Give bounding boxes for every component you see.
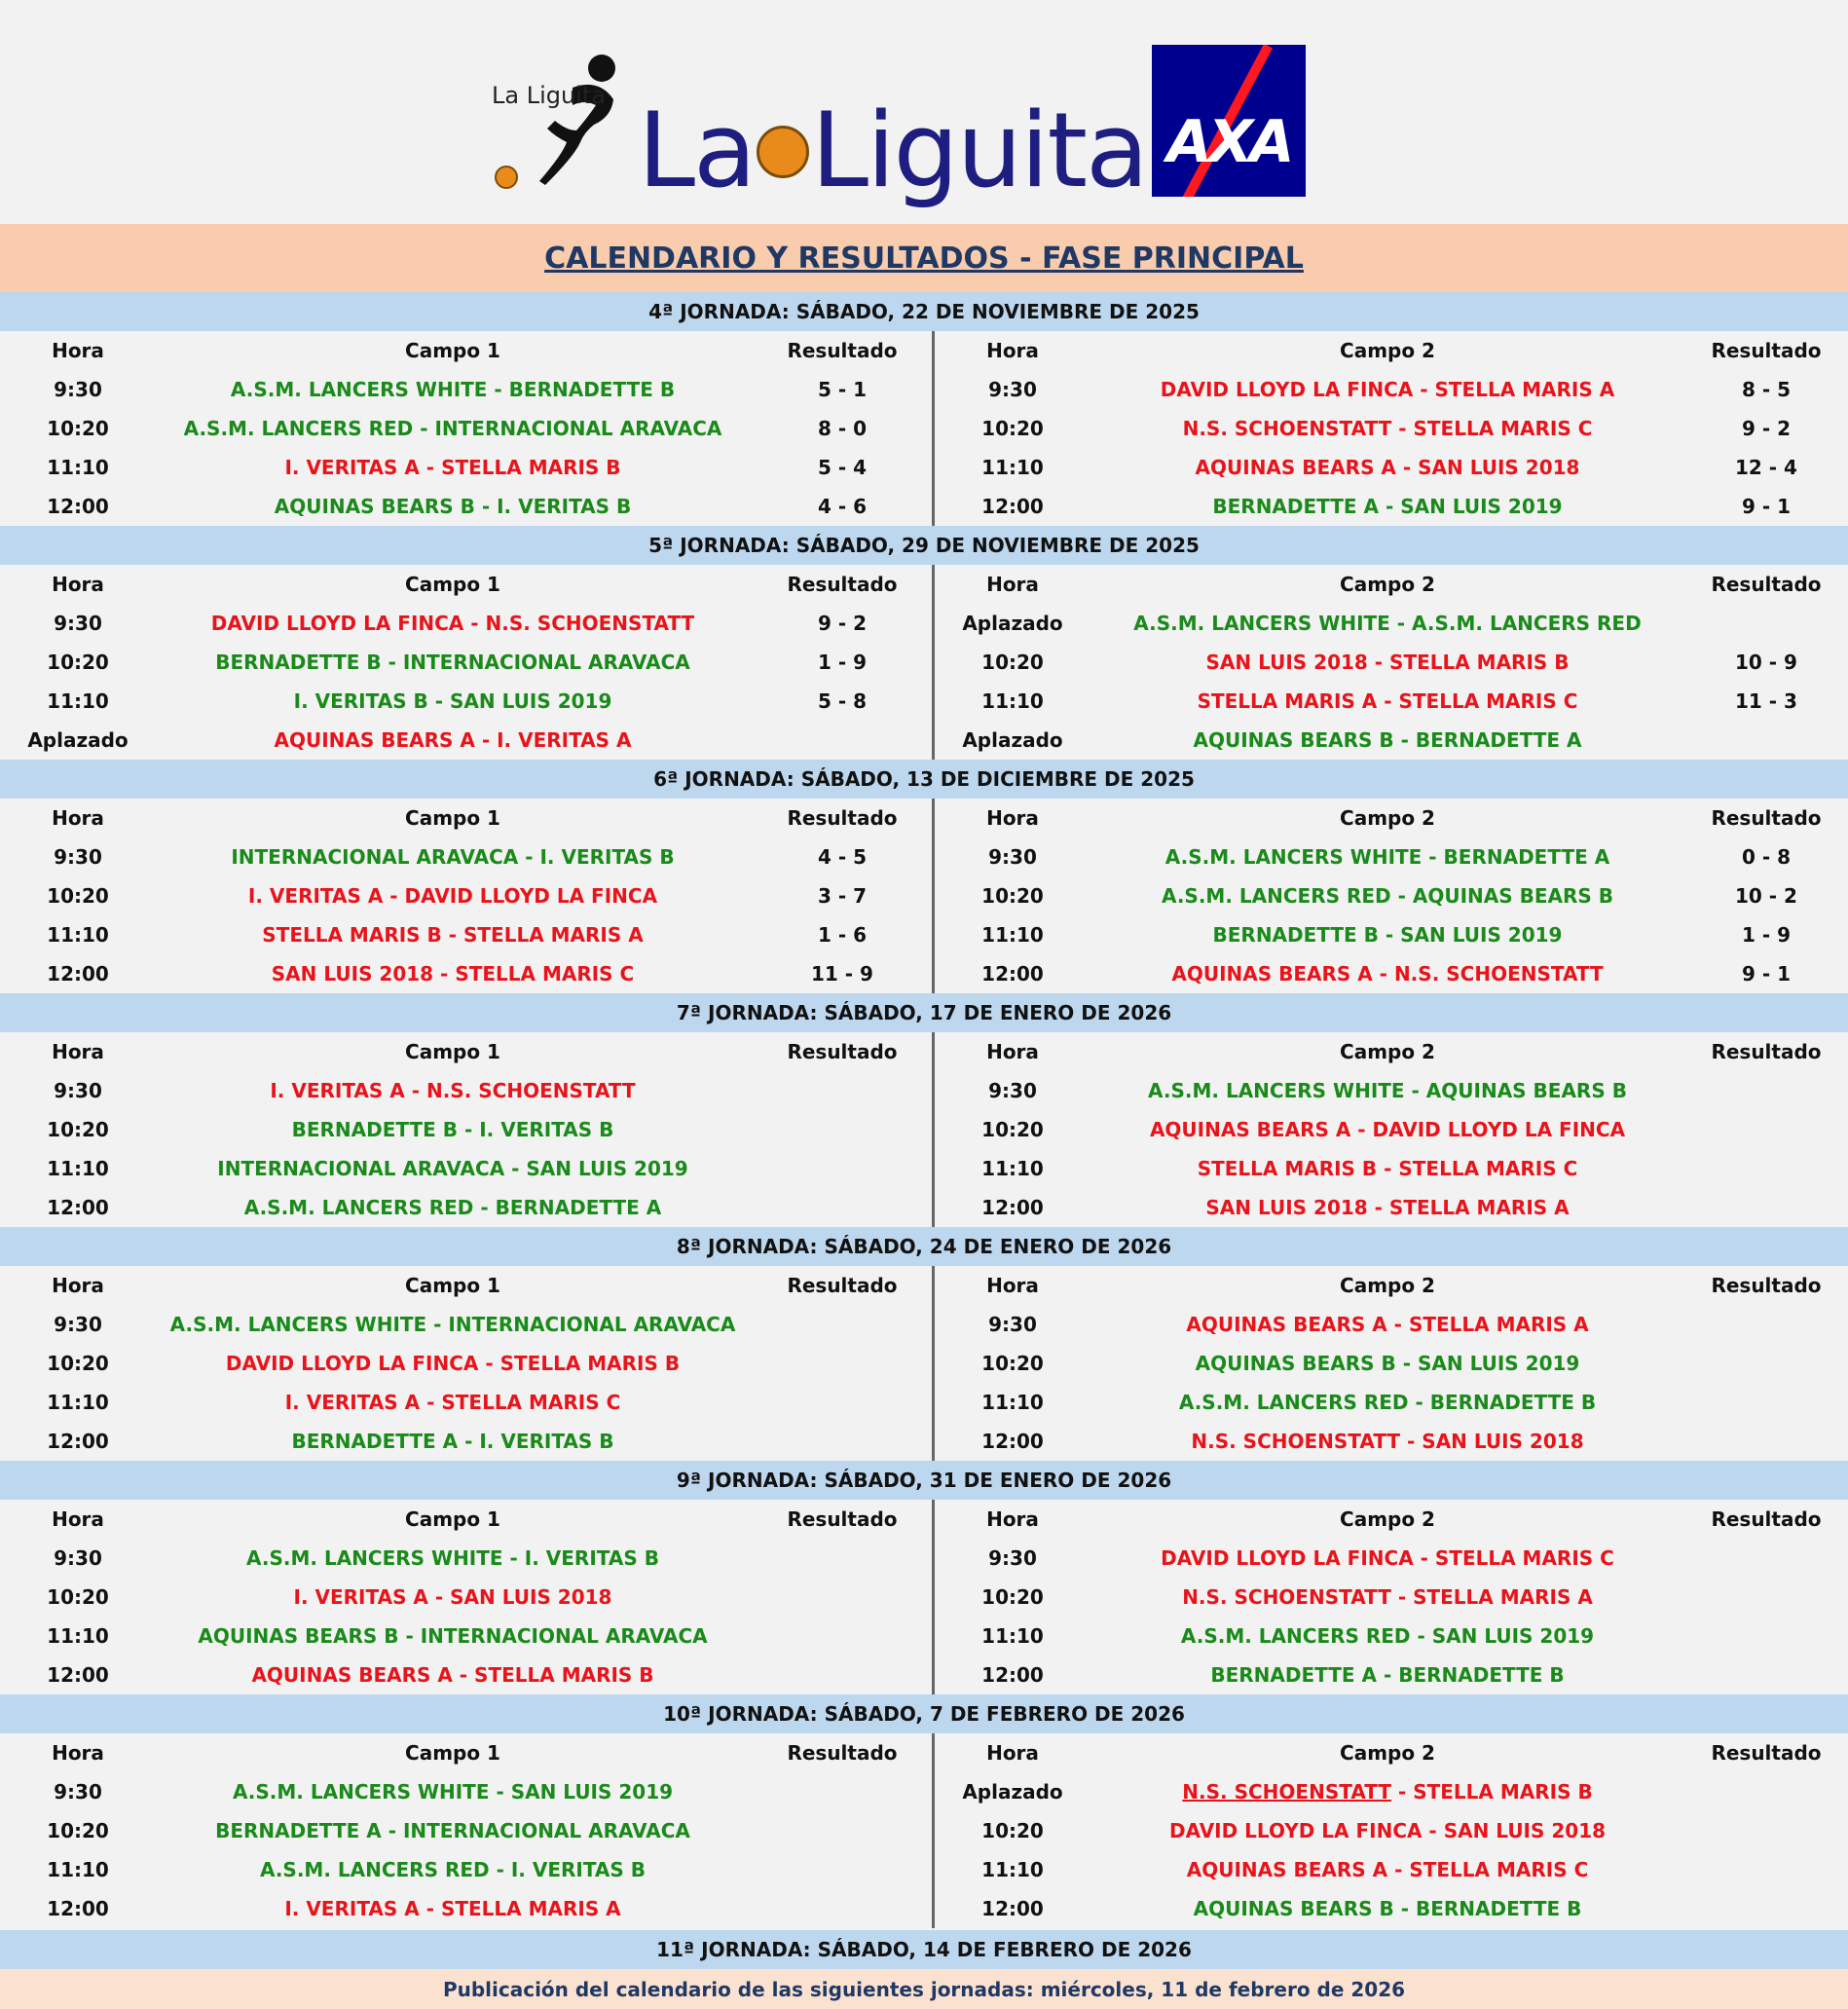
col-campo2: Campo 2 <box>1340 1507 1435 1531</box>
match-time: 11:10 <box>981 1624 1044 1648</box>
col-resultado: Resultado <box>1711 1040 1822 1063</box>
match-row <box>0 876 1848 915</box>
col-resultado: Resultado <box>787 573 898 596</box>
axa-logo <box>1152 45 1306 197</box>
col-resultado: Resultado <box>1711 339 1822 362</box>
match-teams: BERNADETTE A - I. VERITAS B <box>291 1430 614 1453</box>
header <box>0 0 1848 224</box>
match-result: 1 - 9 <box>817 651 868 674</box>
match-result: 9 - 2 <box>817 612 868 635</box>
match-row <box>0 837 1848 876</box>
match-result <box>750 1578 935 1617</box>
col-hora: Hora <box>986 573 1039 596</box>
round-header: 9ª JORNADA: SÁBADO, 31 DE ENERO DE 2026 <box>0 1461 1848 1500</box>
match-teams: A.S.M. LANCERS RED - INTERNACIONAL ARAVACA <box>183 417 722 440</box>
match-time: Aplazado <box>962 612 1063 635</box>
footer-note: Publicación del calendario de las siguientes jornadas: miércoles, 11 de febrero de 2026 <box>0 1969 1848 2009</box>
match-row <box>0 915 1848 954</box>
match-result: 5 - 8 <box>817 689 868 713</box>
match-row <box>0 1422 1848 1461</box>
title-bar <box>0 224 1848 292</box>
col-hora: Hora <box>52 339 104 362</box>
col-campo1: Campo 1 <box>405 806 500 830</box>
match-team-underlined: N.S. SCHOENSTATT <box>1182 1780 1391 1804</box>
match-teams: SAN LUIS 2018 - STELLA MARIS A <box>1205 1196 1570 1219</box>
match-result <box>1684 1539 1848 1578</box>
match-result: 9 - 1 <box>1741 495 1792 518</box>
match-row <box>0 1889 1848 1928</box>
col-resultado: Resultado <box>787 1507 898 1531</box>
match-result <box>750 1305 935 1344</box>
col-campo1: Campo 1 <box>405 573 500 596</box>
page-title: CALENDARIO Y RESULTADOS - FASE PRINCIPAL <box>544 241 1304 276</box>
match-teams: AQUINAS BEARS A - N.S. SCHOENSTATT <box>1171 962 1604 986</box>
match-time: 9:30 <box>54 378 102 401</box>
match-time: 9:30 <box>54 1079 102 1102</box>
match-teams: N.S. SCHOENSTATT - SAN LUIS 2018 <box>1191 1430 1584 1453</box>
match-teams: INTERNACIONAL ARAVACA - I. VERITAS B <box>231 845 675 869</box>
round-header: 7ª JORNADA: SÁBADO, 17 DE ENERO DE 2026 <box>0 993 1848 1032</box>
match-teams: I. VERITAS B - SAN LUIS 2019 <box>293 689 612 713</box>
match-teams: AQUINAS BEARS B - INTERNACIONAL ARAVACA <box>198 1624 708 1648</box>
match-result <box>1684 1772 1848 1811</box>
col-hora: Hora <box>52 573 104 596</box>
match-teams: A.S.M. LANCERS RED - I. VERITAS B <box>259 1858 647 1881</box>
match-teams: DAVID LLOYD LA FINCA - STELLA MARIS C <box>1161 1546 1614 1570</box>
match-teams: BERNADETTE B - INTERNACIONAL ARAVACA <box>215 651 690 674</box>
match-teams: AQUINAS BEARS A - STELLA MARIS B <box>251 1663 654 1687</box>
col-resultado: Resultado <box>787 1741 898 1765</box>
match-teams: STELLA MARIS A - STELLA MARIS C <box>1197 689 1578 713</box>
match-teams: AQUINAS BEARS A - STELLA MARIS C <box>1186 1858 1589 1881</box>
match-time: 12:00 <box>47 495 109 518</box>
match-row <box>0 487 1848 526</box>
match-time: 10:20 <box>47 651 109 674</box>
round-header-11: 11ª JORNADA: SÁBADO, 14 DE FEBRERO DE 2026 <box>0 1930 1848 1969</box>
match-row <box>0 1383 1848 1422</box>
match-time: 11:10 <box>981 689 1044 713</box>
col-hora: Hora <box>52 1507 104 1531</box>
match-time: Aplazado <box>27 728 129 752</box>
match-result <box>1684 1383 1848 1422</box>
match-teams: AQUINAS BEARS B - SAN LUIS 2019 <box>1195 1352 1580 1375</box>
match-result: 1 - 9 <box>1741 923 1792 947</box>
match-teams: BERNADETTE B - SAN LUIS 2019 <box>1212 923 1563 947</box>
brand-left: La <box>638 91 756 210</box>
match-teams: AQUINAS BEARS A - STELLA MARIS A <box>1186 1313 1589 1336</box>
col-resultado: Resultado <box>1711 1507 1822 1531</box>
col-hora: Hora <box>986 1741 1039 1765</box>
brand-right: Liguita <box>811 91 1147 210</box>
match-result: 9 - 1 <box>1741 962 1792 986</box>
match-teams: BERNADETTE A - BERNADETTE B <box>1210 1663 1565 1687</box>
match-result <box>1684 1889 1848 1928</box>
column-header-row <box>0 1266 1848 1305</box>
match-row <box>0 1305 1848 1344</box>
match-teams: SAN LUIS 2018 - STELLA MARIS C <box>271 962 635 986</box>
col-resultado: Resultado <box>787 806 898 830</box>
match-result <box>750 1110 935 1149</box>
match-row <box>0 1811 1848 1850</box>
match-row <box>0 643 1848 682</box>
match-time: 10:20 <box>47 1819 109 1842</box>
match-time: 11:10 <box>47 456 109 479</box>
col-campo2: Campo 2 <box>1340 1274 1435 1297</box>
match-row <box>0 604 1848 643</box>
match-time: 11:10 <box>47 1391 109 1414</box>
match-teams: A.S.M. LANCERS WHITE - A.S.M. LANCERS RED <box>1133 612 1642 635</box>
match-time: 10:20 <box>47 884 109 908</box>
match-time: 9:30 <box>54 1546 102 1570</box>
match-time: 11:10 <box>981 456 1044 479</box>
match-result <box>750 1772 935 1811</box>
match-result <box>750 1149 935 1188</box>
col-campo2: Campo 2 <box>1340 1741 1435 1765</box>
match-result <box>750 1383 935 1422</box>
ball-icon <box>757 126 809 178</box>
col-campo1: Campo 1 <box>405 1741 500 1765</box>
match-time: 11:10 <box>47 1858 109 1881</box>
match-team-rest: - STELLA MARIS B <box>1390 1780 1593 1804</box>
match-teams: DAVID LLOYD LA FINCA - N.S. SCHOENSTATT <box>210 612 695 635</box>
col-resultado: Resultado <box>787 1040 898 1063</box>
match-time: 11:10 <box>47 1157 109 1180</box>
col-campo2: Campo 2 <box>1340 573 1435 596</box>
match-result <box>750 1539 935 1578</box>
match-result: 4 - 6 <box>817 495 868 518</box>
col-hora: Hora <box>986 1274 1039 1297</box>
match-teams: SAN LUIS 2018 - STELLA MARIS B <box>1205 651 1570 674</box>
match-time: 12:00 <box>981 1897 1044 1920</box>
col-campo1: Campo 1 <box>405 1507 500 1531</box>
match-row <box>0 682 1848 721</box>
round-header: 5ª JORNADA: SÁBADO, 29 DE NOVIEMBRE DE 2025 <box>0 526 1848 565</box>
match-teams: A.S.M. LANCERS WHITE - INTERNACIONAL ARAVACA <box>169 1313 736 1336</box>
match-time: 10:20 <box>981 651 1044 674</box>
match-result: 5 - 4 <box>817 456 868 479</box>
match-result <box>1684 1422 1848 1461</box>
match-result <box>750 1850 935 1889</box>
small-logo-text: La Liguita <box>492 82 606 109</box>
match-time: 11:10 <box>47 923 109 947</box>
match-teams: A.S.M. LANCERS WHITE - I. VERITAS B <box>246 1546 659 1570</box>
match-row <box>0 1071 1848 1110</box>
match-time: 10:20 <box>47 1352 109 1375</box>
player-logo-icon <box>487 49 633 195</box>
brand-wordmark <box>638 91 1147 210</box>
match-result: 8 - 5 <box>1741 378 1792 401</box>
col-hora: Hora <box>52 1040 104 1063</box>
col-hora: Hora <box>52 806 104 830</box>
match-teams: STELLA MARIS B - STELLA MARIS C <box>1197 1157 1578 1180</box>
match-teams: I. VERITAS A - STELLA MARIS B <box>284 456 621 479</box>
match-time: 12:00 <box>47 1196 109 1219</box>
match-time: 10:20 <box>981 1352 1044 1375</box>
match-time: 9:30 <box>54 1780 102 1804</box>
match-result <box>750 1344 935 1383</box>
match-result: 10 - 9 <box>1735 651 1797 674</box>
match-time: Aplazado <box>962 1780 1063 1804</box>
match-time: 11:10 <box>47 1624 109 1648</box>
match-time: 9:30 <box>988 1546 1037 1570</box>
match-result <box>1684 604 1848 643</box>
match-row <box>0 1149 1848 1188</box>
match-teams: BERNADETTE A - SAN LUIS 2019 <box>1212 495 1563 518</box>
match-result: 3 - 7 <box>817 884 868 908</box>
match-teams: A.S.M. LANCERS WHITE - SAN LUIS 2019 <box>232 1780 674 1804</box>
match-row <box>0 1578 1848 1617</box>
match-result <box>1684 1344 1848 1383</box>
match-result: 12 - 4 <box>1735 456 1797 479</box>
column-header-row <box>0 1500 1848 1539</box>
col-hora: Hora <box>986 806 1039 830</box>
column-header-row <box>0 1032 1848 1071</box>
col-campo1: Campo 1 <box>405 339 500 362</box>
match-teams: DAVID LLOYD LA FINCA - STELLA MARIS A <box>1160 378 1615 401</box>
match-teams: INTERNACIONAL ARAVACA - SAN LUIS 2019 <box>217 1157 688 1180</box>
match-teams: A.S.M. LANCERS RED - AQUINAS BEARS B <box>1161 884 1613 908</box>
match-result <box>1684 1305 1848 1344</box>
match-row <box>0 1344 1848 1383</box>
match-time: 10:20 <box>47 1585 109 1609</box>
match-time: 11:10 <box>981 1157 1044 1180</box>
match-row <box>0 1772 1848 1811</box>
match-teams: A.S.M. LANCERS WHITE - AQUINAS BEARS B <box>1148 1079 1627 1102</box>
match-result <box>1684 1110 1848 1149</box>
col-resultado: Resultado <box>787 339 898 362</box>
match-time: 9:30 <box>988 845 1037 869</box>
match-time: 12:00 <box>981 1663 1044 1687</box>
match-time: 12:00 <box>981 1430 1044 1453</box>
match-time: 9:30 <box>54 1313 102 1336</box>
match-time: 10:20 <box>47 417 109 440</box>
match-time: 11:10 <box>47 689 109 713</box>
match-row <box>0 721 1848 760</box>
match-result <box>1684 1617 1848 1656</box>
match-result <box>1684 1071 1848 1110</box>
col-campo1: Campo 1 <box>405 1274 500 1297</box>
match-result <box>750 1422 935 1461</box>
match-result <box>1684 721 1848 760</box>
match-result <box>1684 1149 1848 1188</box>
match-teams: I. VERITAS A - STELLA MARIS C <box>284 1391 621 1414</box>
match-teams: I. VERITAS A - DAVID LLOYD LA FINCA <box>247 884 658 908</box>
match-row <box>0 1656 1848 1694</box>
match-teams: AQUINAS BEARS A - SAN LUIS 2018 <box>1195 456 1580 479</box>
round-header: 6ª JORNADA: SÁBADO, 13 DE DICIEMBRE DE 2025 <box>0 760 1848 799</box>
match-result <box>750 1656 935 1694</box>
match-time: 10:20 <box>981 1118 1044 1141</box>
match-teams: N.S. SCHOENSTATT - STELLA MARIS C <box>1182 417 1593 440</box>
match-teams: A.S.M. LANCERS RED - SAN LUIS 2019 <box>1180 1624 1595 1648</box>
match-row <box>0 1539 1848 1578</box>
match-row <box>0 1110 1848 1149</box>
match-teams: AQUINAS BEARS B - BERNADETTE B <box>1193 1897 1582 1920</box>
match-result <box>750 721 935 760</box>
round-header: 10ª JORNADA: SÁBADO, 7 DE FEBRERO DE 2026 <box>0 1694 1848 1733</box>
match-result <box>1684 1811 1848 1850</box>
round-header: 8ª JORNADA: SÁBADO, 24 DE ENERO DE 2026 <box>0 1227 1848 1266</box>
match-teams <box>1090 1772 1684 1811</box>
match-time: 10:20 <box>981 1585 1044 1609</box>
col-campo2: Campo 2 <box>1340 806 1435 830</box>
match-teams: AQUINAS BEARS B - I. VERITAS B <box>274 495 632 518</box>
match-result <box>1684 1656 1848 1694</box>
match-result <box>750 1188 935 1227</box>
match-result: 11 - 3 <box>1735 689 1797 713</box>
match-teams: I. VERITAS A - SAN LUIS 2018 <box>293 1585 612 1609</box>
match-teams: A.S.M. LANCERS WHITE - BERNADETTE A <box>1164 845 1610 869</box>
match-time: 9:30 <box>988 1313 1037 1336</box>
match-time: 12:00 <box>981 495 1044 518</box>
match-time: 9:30 <box>988 378 1037 401</box>
match-time: 12:00 <box>981 962 1044 986</box>
match-teams: BERNADETTE A - INTERNACIONAL ARAVACA <box>215 1819 690 1842</box>
match-result <box>750 1811 935 1850</box>
match-time: 10:20 <box>47 1118 109 1141</box>
col-hora: Hora <box>52 1274 104 1297</box>
match-time: 9:30 <box>988 1079 1037 1102</box>
match-teams: A.S.M. LANCERS RED - BERNADETTE B <box>1178 1391 1597 1414</box>
match-time: 9:30 <box>54 612 102 635</box>
match-row <box>0 1617 1848 1656</box>
match-result: 9 - 2 <box>1741 417 1792 440</box>
match-teams: AQUINAS BEARS A - I. VERITAS A <box>274 728 632 752</box>
match-row <box>0 370 1848 409</box>
col-hora: Hora <box>986 1507 1039 1531</box>
round-header: 4ª JORNADA: SÁBADO, 22 DE NOVIEMBRE DE 2025 <box>0 292 1848 331</box>
col-resultado: Resultado <box>1711 806 1822 830</box>
match-result <box>750 1889 935 1928</box>
match-teams: AQUINAS BEARS A - DAVID LLOYD LA FINCA <box>1149 1118 1626 1141</box>
col-resultado: Resultado <box>1711 573 1822 596</box>
match-teams: DAVID LLOYD LA FINCA - STELLA MARIS B <box>225 1352 681 1375</box>
match-teams: DAVID LLOYD LA FINCA - SAN LUIS 2018 <box>1168 1819 1607 1842</box>
col-resultado: Resultado <box>1711 1741 1822 1765</box>
match-time: 10:20 <box>981 1819 1044 1842</box>
match-row <box>0 954 1848 993</box>
column-header-row <box>0 799 1848 837</box>
match-time: 12:00 <box>47 1897 109 1920</box>
column-header-row <box>0 565 1848 604</box>
col-hora: Hora <box>52 1741 104 1765</box>
match-teams: AQUINAS BEARS B - BERNADETTE A <box>1193 728 1582 752</box>
match-time: 12:00 <box>981 1196 1044 1219</box>
match-result: 4 - 5 <box>817 845 868 869</box>
match-row <box>0 1188 1848 1227</box>
match-result: 5 - 1 <box>817 378 868 401</box>
match-teams: A.S.M. LANCERS WHITE - BERNADETTE B <box>230 378 676 401</box>
match-result: 11 - 9 <box>811 962 873 986</box>
col-hora: Hora <box>986 339 1039 362</box>
column-header-row <box>0 331 1848 370</box>
col-resultado: Resultado <box>1711 1274 1822 1297</box>
match-teams: N.S. SCHOENSTATT - STELLA MARIS A <box>1182 1585 1593 1609</box>
column-header-row <box>0 1733 1848 1772</box>
match-result: 0 - 8 <box>1741 845 1792 869</box>
match-row <box>0 409 1848 448</box>
match-result <box>750 1617 935 1656</box>
match-row <box>0 1850 1848 1889</box>
match-result: 10 - 2 <box>1735 884 1797 908</box>
match-teams: BERNADETTE B - I. VERITAS B <box>291 1118 614 1141</box>
match-result <box>1684 1188 1848 1227</box>
match-teams: A.S.M. LANCERS RED - BERNADETTE A <box>243 1196 662 1219</box>
match-time: 10:20 <box>981 884 1044 908</box>
match-teams: STELLA MARIS B - STELLA MARIS A <box>262 923 644 947</box>
match-result <box>750 1071 935 1110</box>
col-resultado: Resultado <box>787 1274 898 1297</box>
col-campo2: Campo 2 <box>1340 339 1435 362</box>
match-time: 12:00 <box>47 1430 109 1453</box>
match-result <box>1684 1578 1848 1617</box>
match-teams: I. VERITAS A - N.S. SCHOENSTATT <box>270 1079 636 1102</box>
match-result <box>1684 1850 1848 1889</box>
match-row <box>0 448 1848 487</box>
match-time: Aplazado <box>962 728 1063 752</box>
match-result: 8 - 0 <box>817 417 868 440</box>
match-time: 11:10 <box>981 1858 1044 1881</box>
match-result: 1 - 6 <box>817 923 868 947</box>
col-campo1: Campo 1 <box>405 1040 500 1063</box>
match-time: 11:10 <box>981 1391 1044 1414</box>
match-time: 12:00 <box>47 962 109 986</box>
axa-logo-text: AXA <box>1166 108 1291 176</box>
match-teams: I. VERITAS A - STELLA MARIS A <box>284 1897 621 1920</box>
match-time: 11:10 <box>981 923 1044 947</box>
col-hora: Hora <box>986 1040 1039 1063</box>
match-time: 10:20 <box>981 417 1044 440</box>
col-campo2: Campo 2 <box>1340 1040 1435 1063</box>
match-time: 9:30 <box>54 845 102 869</box>
match-time: 12:00 <box>47 1663 109 1687</box>
